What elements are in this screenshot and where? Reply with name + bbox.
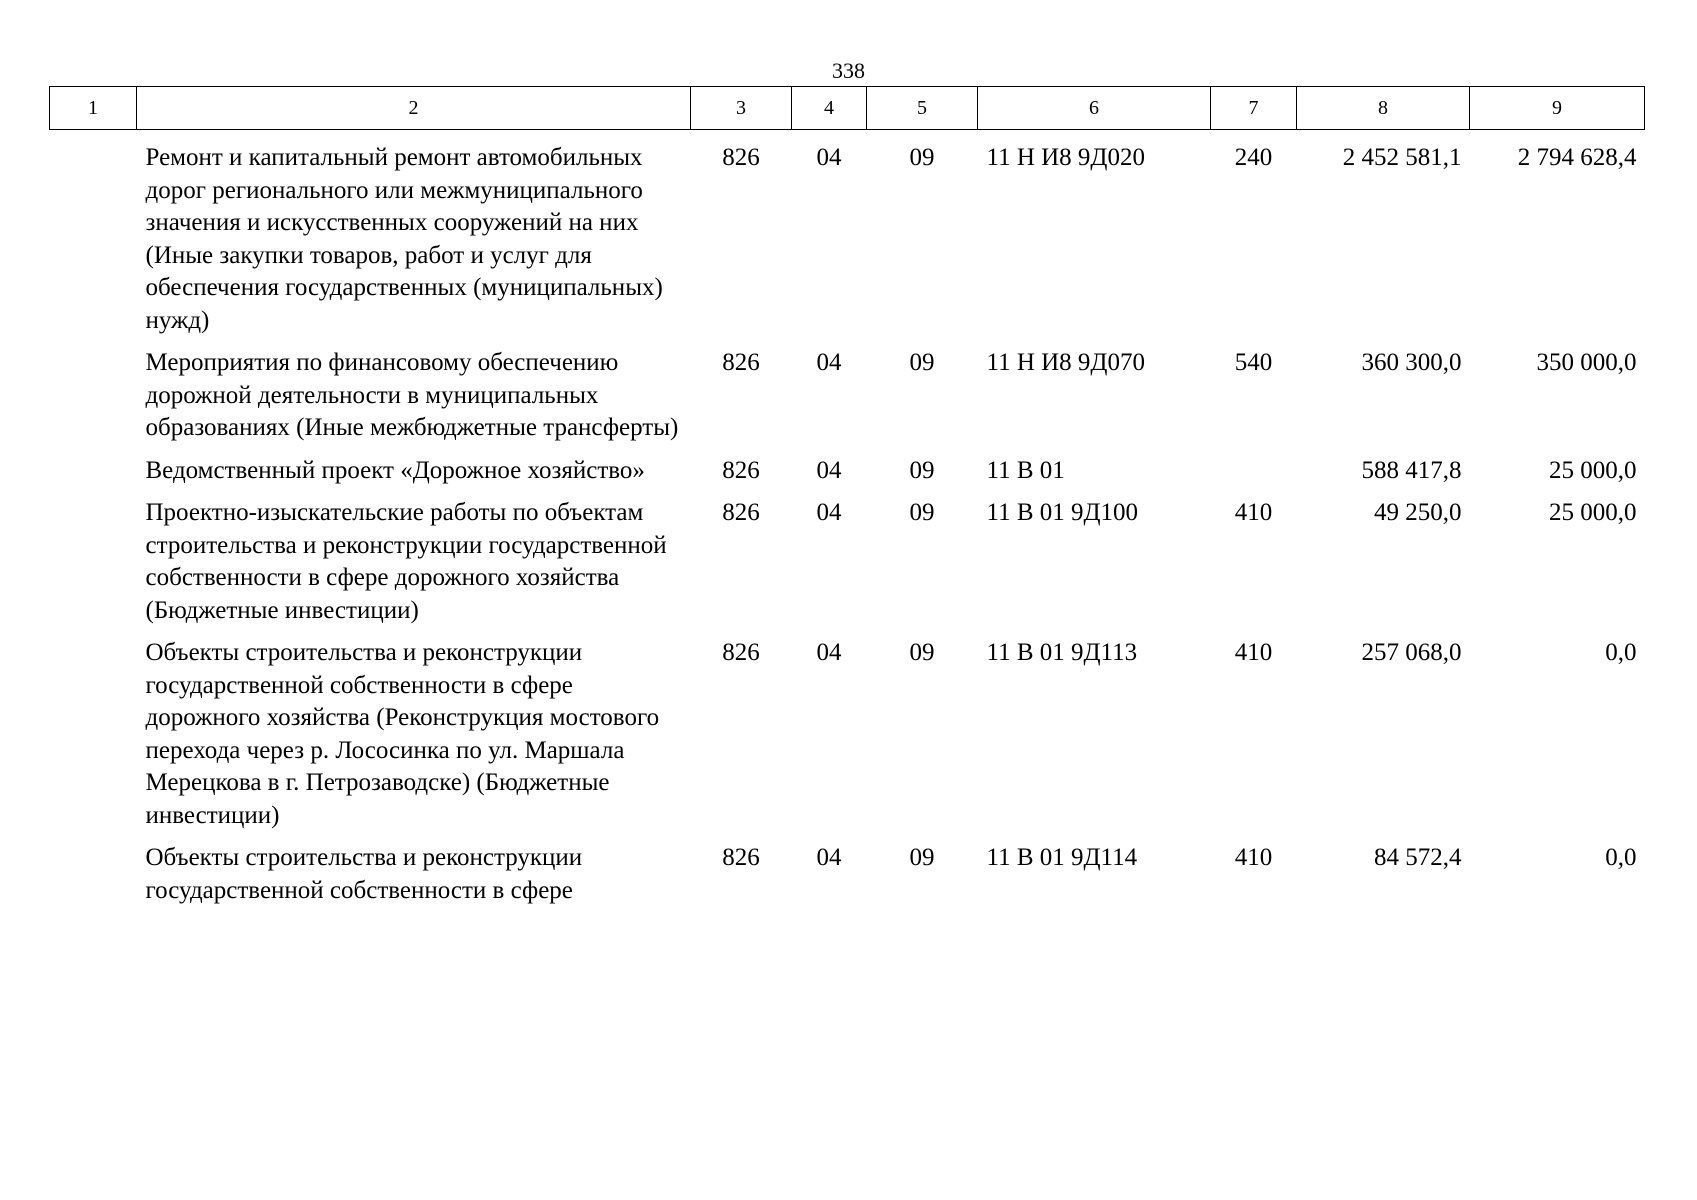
row-col-9: 25 000,0: [1549, 499, 1637, 526]
table-row: [50, 445, 1645, 488]
row-col-5: 09: [909, 144, 935, 171]
table-row: [50, 832, 1645, 907]
row-col-6: 11 В 01 9Д100: [986, 499, 1139, 526]
row-col-8: 360 300,0: [1361, 349, 1462, 376]
row-number-cell: [50, 487, 137, 627]
row-col-9: 25 000,0: [1549, 456, 1637, 484]
row-name: Ведомственный проект «Дорожное хозяйство»: [145, 456, 645, 484]
row-col-3: 826: [722, 639, 760, 666]
header-col-1: 1: [50, 87, 137, 130]
row-col-9: 0,0: [1605, 844, 1637, 871]
row-col-9: 0,0: [1605, 639, 1637, 666]
header-col-2: 2: [137, 87, 691, 130]
row-col-7: 410: [1234, 639, 1273, 666]
row-col-4: 04: [816, 639, 842, 666]
header-col-6: 6: [978, 87, 1211, 130]
row-col-4: 04: [816, 844, 842, 871]
row-col-5: 09: [909, 499, 935, 526]
row-col-7: 540: [1234, 349, 1273, 376]
row-number-cell: [50, 445, 137, 488]
row-name: Мероприятия по финансовому обеспечению дорожной деятельности в муниципальных образованиях (Иные межбюджетные трансферты): [145, 349, 679, 441]
header-col-7: 7: [1211, 87, 1297, 130]
row-col-7: 410: [1234, 844, 1273, 871]
row-col-5: 09: [909, 456, 935, 484]
row-col-6: 11 В 01 9Д113: [986, 639, 1138, 666]
budget-table: [49, 86, 1645, 907]
row-col-8: 2 452 581,1: [1342, 144, 1462, 171]
row-number-cell: [50, 337, 137, 445]
page-number: 338: [832, 58, 865, 83]
row-col-8: 588 417,8: [1361, 456, 1462, 484]
row-col-6: 11 Н И8 9Д020: [986, 144, 1145, 171]
row-number-cell: [50, 130, 137, 338]
row-col-8: 257 068,0: [1361, 639, 1462, 666]
row-col-5: 09: [909, 844, 935, 871]
row-col-4: 04: [816, 456, 842, 484]
row-number-cell: [50, 832, 137, 907]
table-row: [50, 627, 1645, 832]
table-row: [50, 130, 1645, 338]
row-col-9: 350 000,0: [1536, 349, 1637, 376]
row-col-6: 11 В 01: [986, 456, 1065, 484]
row-name: Проектно-изыскательские работы по объектам строительства и реконструкции государственной собственности в сфере дорожного хозяйства (Бюджетные инвестиции): [145, 499, 667, 624]
row-col-9: 2 794 628,4: [1517, 144, 1637, 171]
row-col-7: [1211, 445, 1297, 488]
row-name: Ремонт и капитальный ремонт автомобильных дорог регионального или межмуниципального значения и искусственных сооружений на них (Иные закупки товаров, работ и услуг для обеспечения государственных (муниципальных) нужд): [145, 144, 663, 334]
row-number-cell: [50, 627, 137, 832]
row-col-4: 04: [816, 499, 842, 526]
header-col-8: 8: [1297, 87, 1470, 130]
row-name: Объекты строительства и реконструкции государственной собственности в сфере дорожного хозяйства (Реконструкция мостового перехода через р. Лососинка по ул. Маршала Мерецкова в г. Петрозаводске) (Бюджетные инвестиции): [145, 639, 660, 829]
row-col-6: 11 В 01 9Д114: [986, 844, 1138, 871]
row-col-4: 04: [816, 144, 842, 171]
header-col-9: 9: [1470, 87, 1645, 130]
table-row: [50, 487, 1645, 627]
row-col-7: 240: [1234, 144, 1273, 171]
row-col-4: 04: [816, 349, 842, 376]
row-col-3: 826: [722, 456, 760, 484]
header-row: [50, 87, 1645, 130]
row-col-8: 49 250,0: [1374, 499, 1462, 526]
row-col-7: 410: [1234, 499, 1273, 526]
table-row: [50, 337, 1645, 445]
row-col-3: 826: [722, 144, 760, 171]
row-col-3: 826: [722, 499, 760, 526]
row-col-3: 826: [722, 349, 760, 376]
row-col-8: 84 572,4: [1374, 844, 1462, 871]
row-col-5: 09: [909, 349, 935, 376]
header-col-5: 5: [867, 87, 978, 130]
table-body: [50, 130, 1645, 908]
row-col-6: 11 Н И8 9Д070: [986, 349, 1145, 376]
header-col-4: 4: [792, 87, 867, 130]
row-name: Объекты строительства и реконструкции государственной собственности в сфере: [145, 844, 583, 904]
header-col-3: 3: [691, 87, 792, 130]
row-col-5: 09: [909, 639, 935, 666]
table-header: [50, 87, 1645, 130]
row-col-3: 826: [722, 844, 760, 871]
